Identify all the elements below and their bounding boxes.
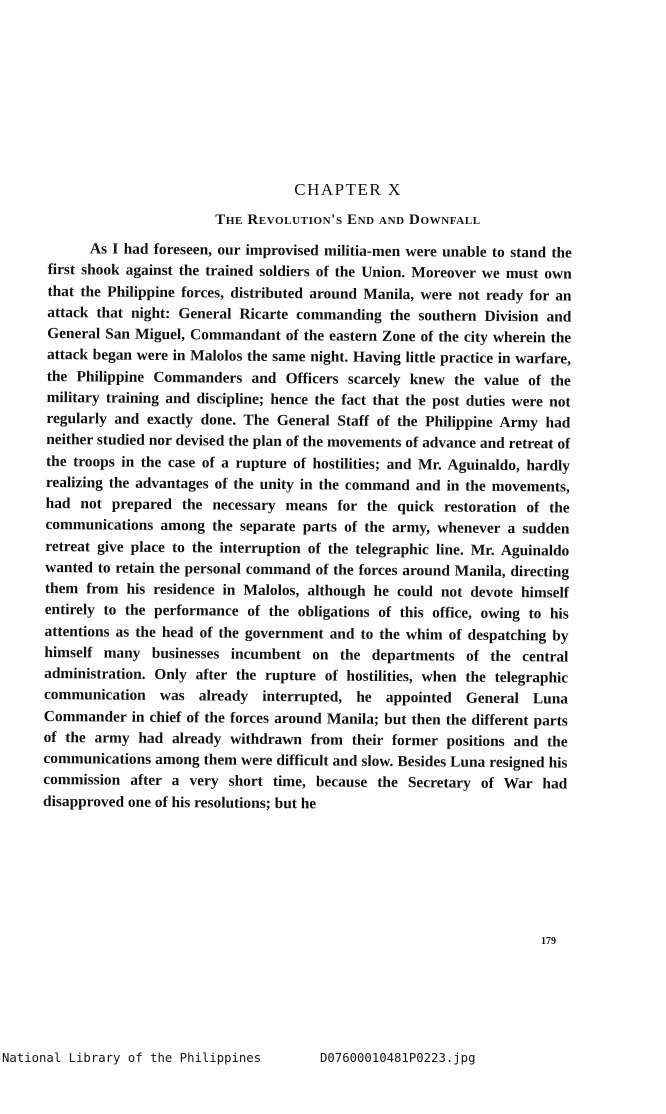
footer-source-label: National Library of the Philippines [2,1051,262,1065]
footer-file-name: D07600010481P0223.jpg [320,1051,476,1065]
chapter-number: CHAPTER X [294,180,402,199]
page-number: 179 [541,936,556,947]
scan-footer [0,1050,666,1066]
body-paragraph: As I had foreseen, our improvised militia-men were unable to stand the first shook against the trained soldiers of the Union. Moreover we must own that the Philippine forces, distributed around Manila, were not ready for an attack that night: General Ricarte commanding the southern Division and General San Miguel, Commandant of the eastern Zone of the city wherein the attack began were in Malolos the same night. Having little practice in warfare, the Philippine Commanders and Officers scarcely knew the value of the military training and discipline; hence the fact that the post duties were not regularly and exactly done. The General Staff of the Philippine Army had neither studied nor devised the plan of the movements of advance and retreat of the troops in the case of a rupture of hostilities; and Mr. Aguinaldo, hardly realizing the advantages of the unity in the command and in the movements, had not prepared the necessary means for the quick restoration of the communications among the separate parts of the army, whenever a sudden retreat give place to the interruption of the telegraphic line. Mr. Aguinaldo wanted to retain the personal command of the forces around Manila, directing them from his residence in Malolos, although he could not devote himself entirely to the performance of the obligations of this office, owing to his attentions as the head of the government and to the whim of despatching by himself many businesses incumbent on the departments of the central administration. Only after the rupture of hostilities, when the telegraphic communication was already interrupted, he appointed General Luna Commander in chief of the forces around Manila; but then the different parts of the army had already withdrawn from their former positions and the communications among them were difficult and slow. Besides Luna resigned his commission after a very short time, because the Secretary of War had disapproved one of his resolutions; but he [43,240,572,812]
chapter-title: The Revolution's End and Downfall [215,212,481,228]
